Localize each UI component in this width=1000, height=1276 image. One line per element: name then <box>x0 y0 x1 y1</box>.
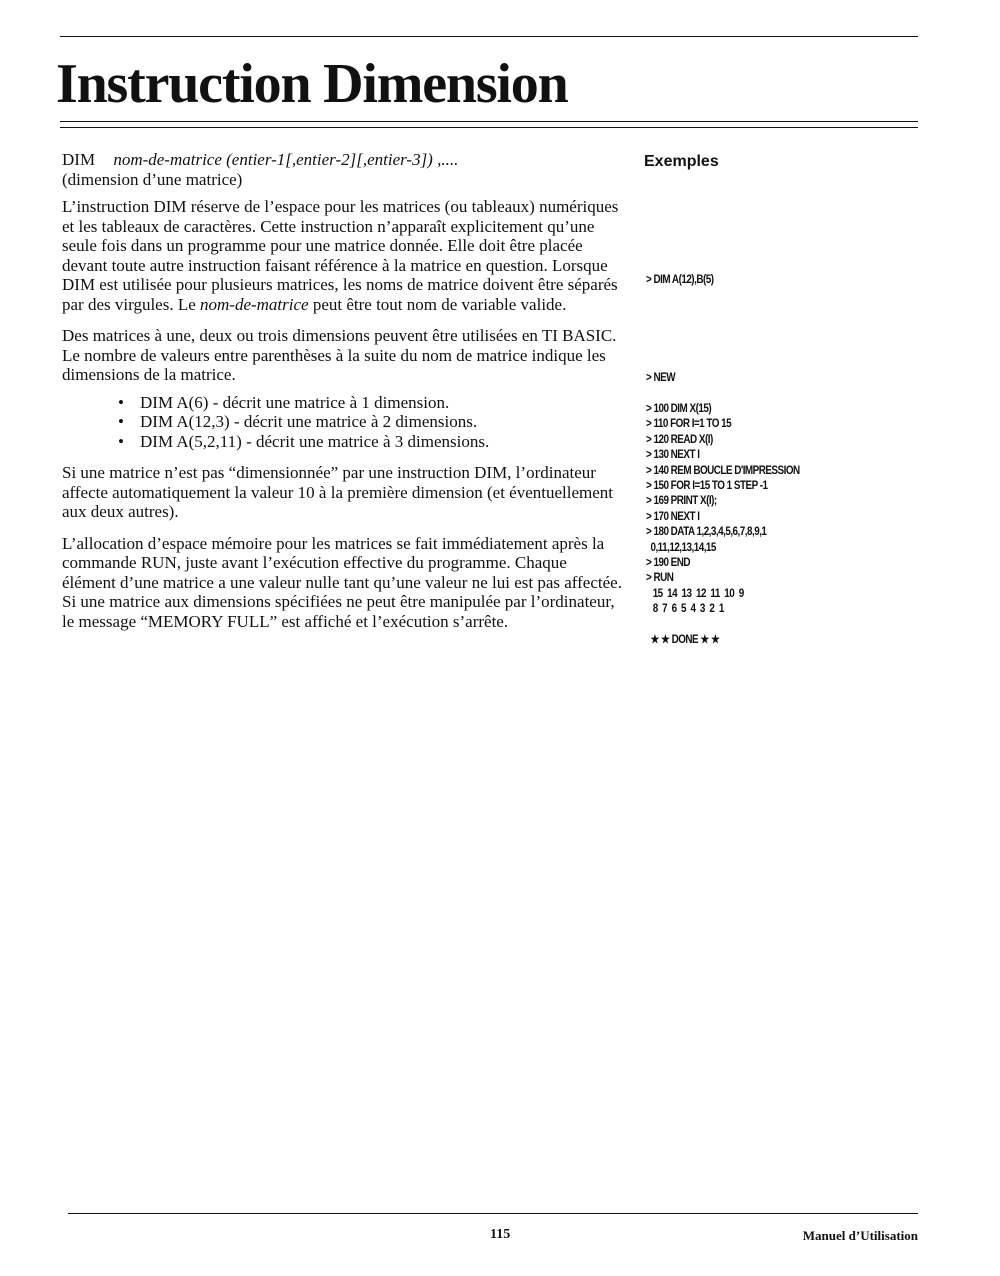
paragraph-1-emphasis: nom-de-matrice <box>200 294 309 314</box>
bullet-item <box>118 432 622 452</box>
paragraph-2: Des matrices à une, deux ou trois dimensions peuvent être utilisées en TI BASIC. Le nombre de valeurs entre parenthèses à la suite du nom de matrice indique les dimensions de la matrice. <box>62 326 617 384</box>
manual-title: Manuel d’Utilisation <box>802 1228 918 1243</box>
main-text <box>62 150 622 631</box>
bullet-dot: • <box>118 392 124 412</box>
bullet-item <box>118 412 622 432</box>
bullet-item <box>118 393 622 413</box>
top-rule <box>60 36 918 37</box>
example-new: > NEW <box>646 372 676 384</box>
paragraph-3: Si une matrice n’est pas “dimensionnée” par une instruction DIM, l’ordinateur affecte automatiquement la valeur 10 à la première dimension (et éventuellement aux deux autres). <box>62 463 614 521</box>
page-number: 115 <box>490 1227 511 1242</box>
bullet-text: DIM A(12,3) - décrit une matrice à 2 dimensions. <box>140 412 478 431</box>
syntax-line <box>62 150 622 170</box>
example-program: > 100 DIM X(15) > 110 FOR I=1 TO 15 > 120 READ X(I) > 130 NEXT I > 140 REM BOUCLE D'IMPRESSION > 150 FOR I=15 TO 1 STEP -1 > 169 PRINT X(I); > 170 NEXT I > 180 DATA 1,2,3,4,5,6,7,8,9,1 0,11,12,13,14,15 > 190 END > RUN 15 14 13 12 11 10 9 8 7 6 5 4 3 2 1 ★ ★ DONE ★ ★ <box>646 403 800 647</box>
bullet-dot: • <box>118 431 124 451</box>
syntax-keyword: DIM <box>62 150 96 169</box>
bullet-text: DIM A(6) - décrit une matrice à 1 dimension. <box>140 392 450 412</box>
paragraph-1-text: L’instruction DIM réserve de l’espace pour les matrices (ou tableaux) numériques et les tableaux de caractères. Cette instruction n’apparaît explicitement qu’une seule fois dans un programme pour une matrice donnée. Elle doit être placée devant toute autre instruction faisant référence à la matrice en question. Lorsque DIM est utilisée pour plusieurs matrices, les noms de matrice doivent être séparés par des virgules. Le <box>62 197 619 314</box>
title-rule-upper <box>60 121 918 122</box>
title-rule-lower <box>60 127 918 128</box>
examples-heading: Exemples <box>644 153 719 170</box>
footer-rule <box>68 1213 918 1214</box>
example-dim: > DIM A(12),B(5) <box>646 274 714 286</box>
syntax-args: nom-de-matrice (entier-1[,entier-2][,entier-3]) ,.... <box>113 150 459 169</box>
paragraph-1 <box>62 197 622 314</box>
paragraph-4: L’allocation d’espace mémoire pour les matrices se fait immédiatement après la commande RUN, juste avant l’exécution effective du programme. Chaque élément d’une matrice a une valeur nulle tant qu’une valeur ne lui est pas affectée. Si une matrice aux dimensions spécifiées ne peut être manipulée par l’ordinateur, le message “MEMORY FULL” est affiché et l’exécution s’arrête. <box>62 533 622 631</box>
page-title: Instruction Dimension <box>56 53 568 115</box>
bullet-list <box>62 393 622 452</box>
bullet-text: DIM A(5,2,11) - décrit une matrice à 3 dimensions. <box>140 431 490 451</box>
bullet-dot: • <box>118 412 124 431</box>
syntax-description: (dimension d’une matrice) <box>62 169 243 189</box>
paragraph-1-end: peut être tout nom de variable valide. <box>312 294 567 314</box>
